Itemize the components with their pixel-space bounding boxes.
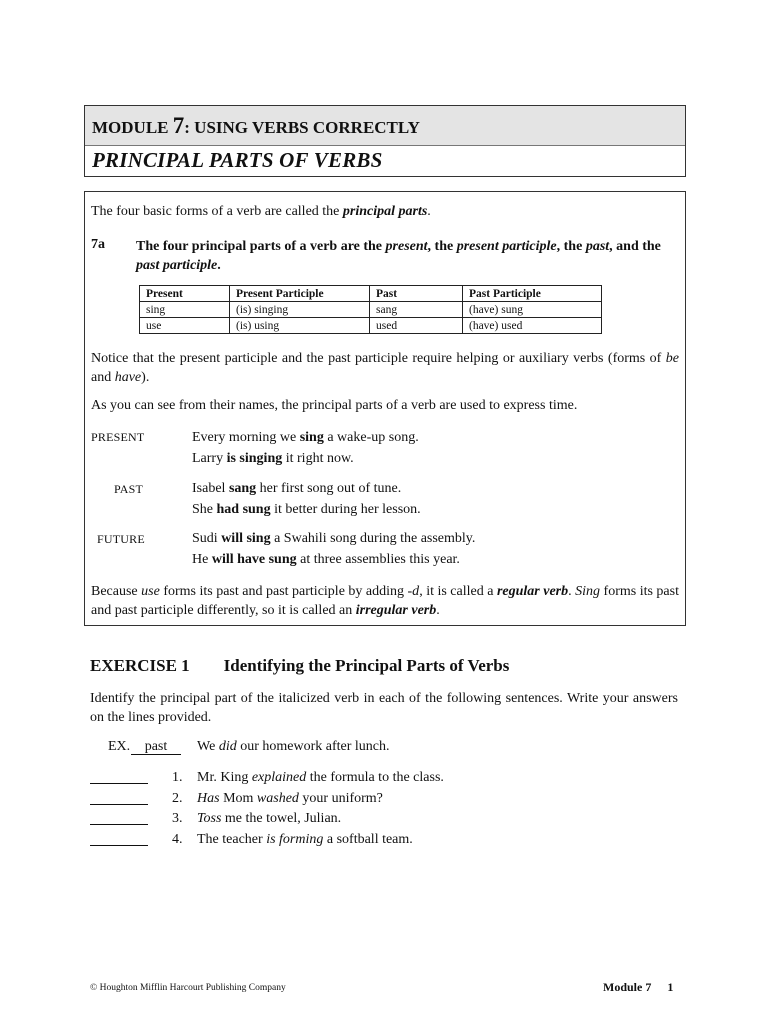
example-sentence	[192, 549, 475, 570]
answer-line[interactable]	[90, 811, 148, 825]
closing-term: use	[141, 584, 160, 599]
intro-term: principal parts	[342, 204, 428, 219]
closing-term: irregular verb	[355, 603, 437, 618]
exercise-title: Identifying the Principal Parts of Verbs	[223, 656, 510, 675]
sentence-text: it right now.	[282, 451, 354, 466]
example-prefix: EX.	[108, 739, 131, 754]
sentence-text: We	[197, 739, 219, 754]
sentence-text: He	[192, 552, 212, 567]
sentence-text: Larry	[192, 451, 227, 466]
page-title: PRINCIPAL PARTS OF VERBS	[92, 148, 383, 172]
answer-line[interactable]	[90, 791, 148, 805]
exercise-heading	[90, 656, 509, 676]
notice-text: ).	[141, 370, 150, 385]
example-sentence	[197, 739, 390, 755]
item-number: 3.	[172, 811, 183, 826]
intro-paragraph	[91, 204, 431, 220]
table-row	[140, 318, 602, 334]
sentence-text: Every morning we	[192, 430, 300, 445]
intro-text: The four basic forms of a verb are called the	[91, 204, 343, 219]
sentence-text: me the towel, Julian.	[221, 811, 342, 826]
table-row	[140, 302, 602, 318]
verb-highlight: sing	[299, 430, 324, 445]
item-sentence	[197, 791, 383, 807]
copyright: © Houghton Mifflin Harcourt Publishing Company	[90, 983, 286, 993]
footer-module-label: Module 7	[603, 980, 652, 994]
rule-text: .	[217, 258, 221, 273]
tense-examples-past	[192, 478, 421, 520]
verb-highlight: will have sung	[211, 552, 297, 567]
module-title	[92, 113, 420, 138]
example-answer: past	[131, 739, 181, 755]
closing-paragraph	[91, 582, 679, 620]
notice-paragraph	[91, 349, 679, 387]
verb-highlight: had sung	[216, 502, 271, 517]
sentence-text: Isabel	[192, 481, 229, 496]
tense-examples-future	[192, 528, 475, 570]
rule-statement	[136, 237, 681, 275]
example-sentence	[192, 478, 421, 499]
notice-text: Notice that the present participle and the past participle require helping or auxiliary verbs (forms of	[91, 351, 666, 366]
column-header: Present	[140, 286, 230, 302]
table-cell: (is) using	[230, 318, 370, 334]
rule-term: past participle	[136, 258, 218, 273]
module-word: MODULE	[92, 118, 169, 137]
sentence-text: her first song out of tune.	[256, 481, 402, 496]
intro-end: .	[427, 204, 431, 219]
sentence-text: your uniform?	[298, 791, 383, 806]
exercise-directions: Identify the principal part of the italicized verb in each of the following sentences. Write your answers on the lines provided.	[90, 691, 678, 725]
exercise-item	[90, 832, 413, 852]
tense-label-future: FUTURE	[97, 532, 145, 546]
module-title-bar	[85, 106, 685, 146]
example-sentence	[192, 528, 475, 549]
item-sentence	[197, 770, 444, 786]
lesson-box	[84, 191, 686, 626]
verb-highlight: is singing	[226, 451, 283, 466]
notice-term: be	[665, 351, 679, 366]
item-sentence	[197, 811, 341, 827]
closing-term: -d	[407, 584, 420, 599]
item-sentence	[197, 832, 413, 848]
sentence-text: a wake-up song.	[323, 430, 419, 445]
closing-text: forms its past and past participle differently, so it is called an	[91, 584, 679, 618]
italic-verb: Has	[197, 791, 220, 806]
closing-term: regular verb	[496, 584, 569, 599]
answer-line[interactable]	[90, 832, 148, 846]
column-header: Past	[370, 286, 463, 302]
rule-text: , the	[427, 239, 457, 254]
exercise-item	[90, 811, 342, 831]
closing-term: Sing	[575, 584, 601, 599]
exercise-item	[90, 770, 444, 790]
rule-number: 7a	[91, 237, 105, 252]
table-cell: used	[370, 318, 463, 334]
notice-term: have	[114, 370, 142, 385]
table-header-row	[140, 286, 602, 302]
sentence-text: She	[192, 502, 217, 517]
italic-verb: did	[218, 739, 237, 754]
page-number: 1	[667, 980, 674, 994]
sentence-text: Mr. King	[197, 770, 252, 785]
closing-text: .	[568, 584, 576, 599]
notice-text: and	[91, 370, 115, 385]
module-title-text: : USING VERBS CORRECTLY	[184, 118, 420, 137]
italic-verb: explained	[251, 770, 307, 785]
item-number: 2.	[172, 791, 183, 806]
rule-text: , the	[556, 239, 586, 254]
closing-text: .	[436, 603, 440, 618]
verb-highlight: sang	[228, 481, 257, 496]
sentence-text: at three assemblies this year.	[296, 552, 460, 567]
names-paragraph: As you can see from their names, the principal parts of a verb are used to express time.	[91, 398, 578, 413]
sentence-text: Sudi	[192, 531, 222, 546]
exercise-label: EXERCISE 1	[90, 656, 190, 675]
column-header: Past Participle	[463, 286, 602, 302]
italic-verb: is forming	[266, 832, 324, 847]
item-number: 1.	[172, 770, 183, 785]
sentence-text: a softball team.	[323, 832, 413, 847]
closing-text: , it is called a	[419, 584, 497, 599]
item-number: 4.	[172, 832, 183, 847]
exercise-item	[90, 791, 383, 811]
page-footer	[603, 980, 673, 995]
italic-verb: Toss	[197, 811, 222, 826]
rule-text: The four principal parts of a verb are the	[136, 239, 386, 254]
example-sentence	[192, 427, 419, 448]
module-header	[84, 105, 686, 177]
italic-verb: washed	[256, 791, 299, 806]
sentence-text: a Swahili song during the assembly.	[270, 531, 476, 546]
rule-term: present participle	[456, 239, 557, 254]
tense-examples-present	[192, 427, 419, 469]
sentence-text: it better during her lesson.	[270, 502, 421, 517]
sentence-text: the formula to the class.	[306, 770, 444, 785]
table-cell: sang	[370, 302, 463, 318]
verb-highlight: will sing	[221, 531, 271, 546]
sentence-text: The teacher	[197, 832, 267, 847]
principal-parts-table	[139, 285, 602, 334]
rule-term: present	[385, 239, 428, 254]
module-number: 7	[172, 113, 185, 138]
table-cell: (have) sung	[463, 302, 602, 318]
answer-line[interactable]	[90, 770, 148, 784]
page-title-bar	[85, 146, 685, 175]
rule-term: past	[585, 239, 610, 254]
column-header: Present Participle	[230, 286, 370, 302]
tense-label-present: PRESENT	[91, 430, 145, 444]
example-sentence	[192, 448, 419, 469]
sentence-text: Mom	[219, 791, 257, 806]
example-sentence	[192, 499, 421, 520]
table-cell: sing	[140, 302, 230, 318]
rule-text: , and the	[609, 239, 661, 254]
sentence-text: our homework after lunch.	[236, 739, 390, 754]
table-cell: (is) singing	[230, 302, 370, 318]
table-cell: (have) used	[463, 318, 602, 334]
closing-text: Because	[91, 584, 142, 599]
tense-label-past: PAST	[114, 482, 144, 496]
closing-text: forms its past and past participle by adding	[159, 584, 408, 599]
table-cell: use	[140, 318, 230, 334]
